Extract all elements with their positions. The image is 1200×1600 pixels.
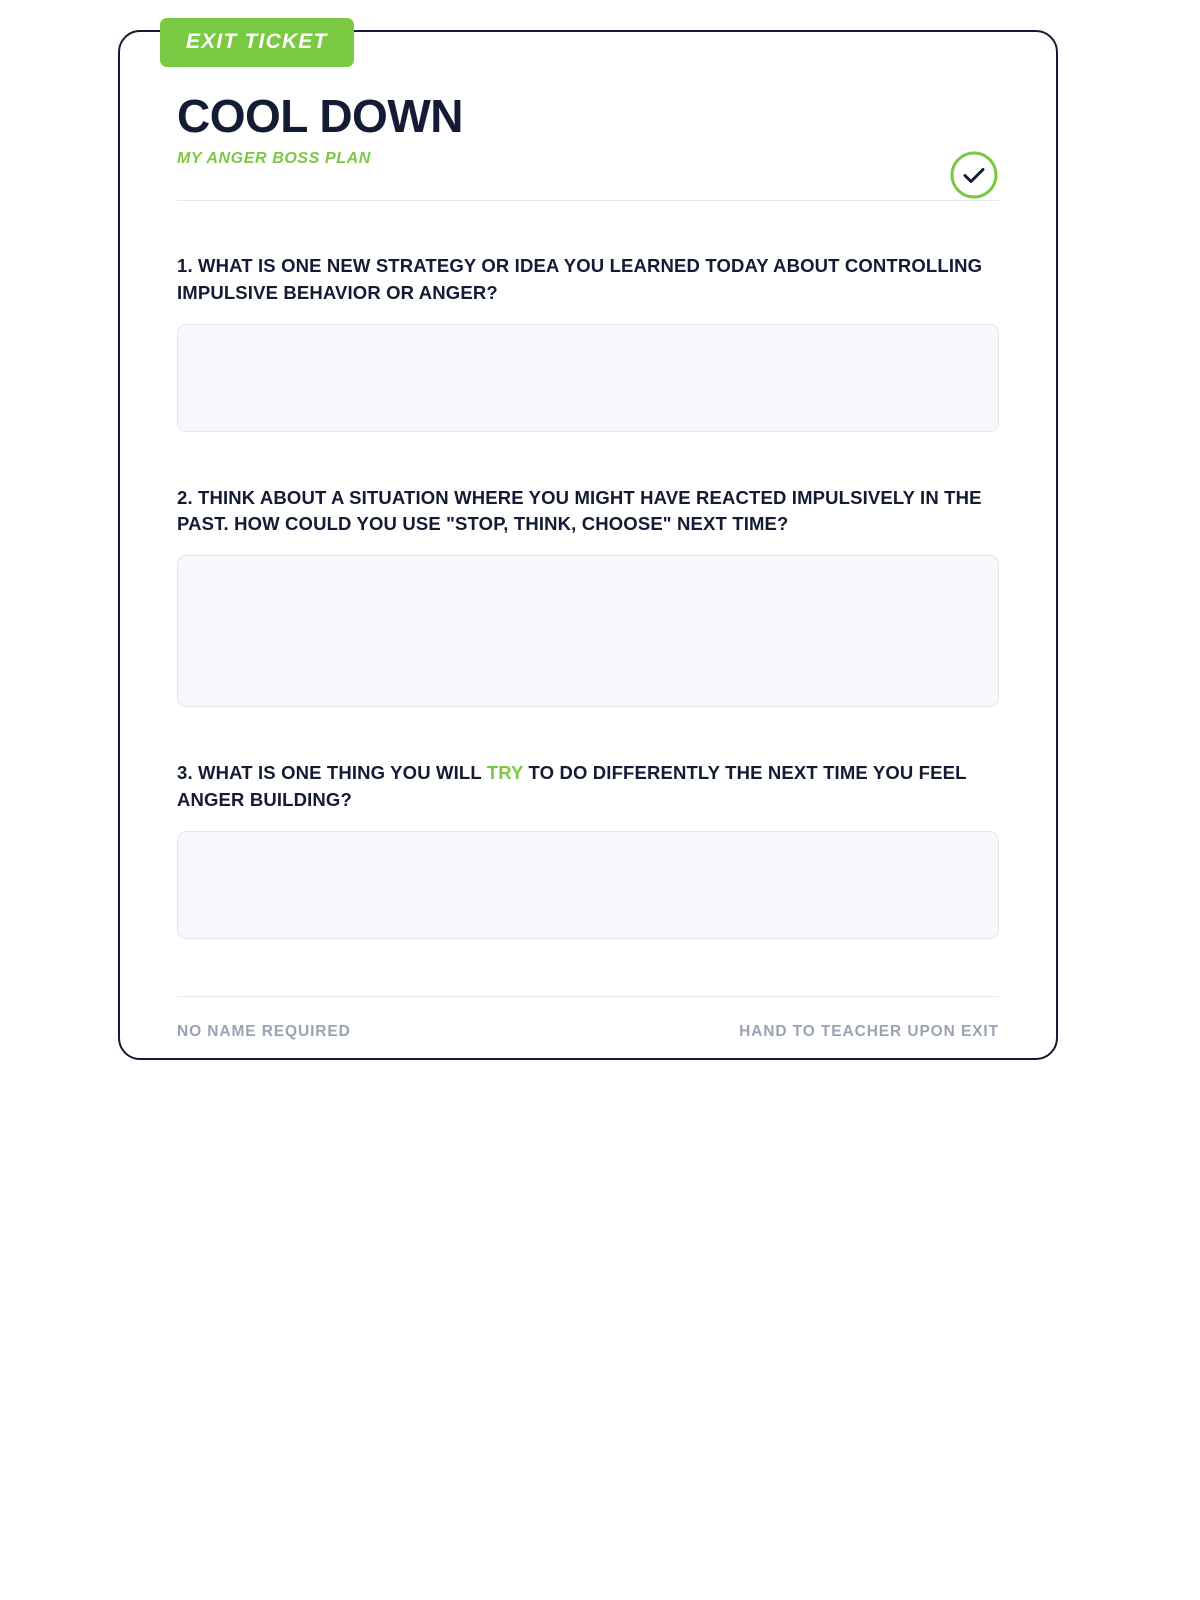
answer-input-1[interactable] [177,324,999,432]
question-text-3-part-a: 3. WHAT IS ONE THING YOU WILL [177,762,487,784]
exit-ticket-card [118,30,1058,1060]
question-text-3 [177,760,999,813]
exit-ticket-badge: EXIT TICKET [160,18,354,67]
question-text-1: 1. WHAT IS ONE NEW STRATEGY OR IDEA YOU LEARNED TODAY ABOUT CONTROLLING IMPULSIVE BEHAVIOR OR ANGER? [177,255,983,303]
footer-note-left: NO NAME REQUIRED [177,1022,351,1040]
answer-input-2[interactable] [177,555,999,707]
question-highlight-try: TRY [486,762,524,784]
header-divider [177,200,999,201]
answer-input-3[interactable] [177,831,999,939]
check-circle-icon [949,150,999,200]
footer-divider [177,996,999,997]
question-block-1 [177,253,999,437]
page-subtitle: MY ANGER BOSS PLAN [177,150,371,168]
footer-note-right: HAND TO TEACHER UPON EXIT [739,1022,999,1040]
question-text-2: 2. THINK ABOUT A SITUATION WHERE YOU MIGHT HAVE REACTED IMPULSIVELY IN THE PAST. HOW COULD YOU USE "STOP, THINK, CHOOSE" NEXT TIME? [177,486,982,535]
question-block-2 [177,485,999,713]
question-text-3-part-b: TO DO DIFFERENTLY THE NEXT TIME YOU FEEL ANGER BUILDING? [177,762,967,810]
page-title: COOL DOWN [177,90,463,142]
question-block-3 [177,760,999,944]
header-block [177,92,999,201]
card-content [177,92,999,1041]
card-footer [177,1023,999,1041]
